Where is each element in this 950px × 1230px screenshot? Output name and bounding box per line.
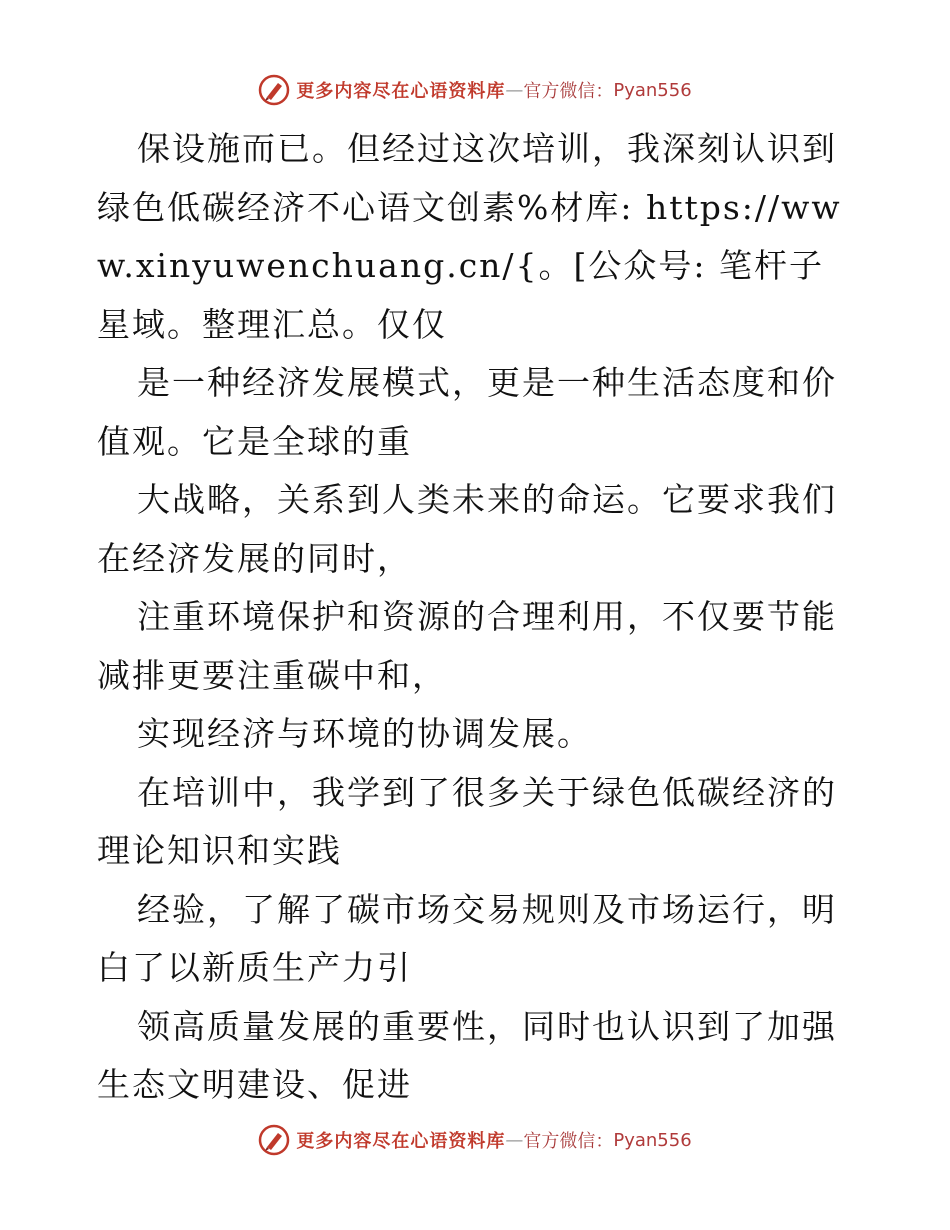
footer-watermark	[0, 1120, 950, 1160]
watermark-wechat-id: Pyan556	[613, 1129, 692, 1151]
header-watermark	[0, 70, 950, 110]
watermark-brand: 更多内容尽在心语资料库	[296, 81, 506, 102]
watermark-brand: 更多内容尽在心语资料库	[296, 1131, 506, 1152]
paragraph-1: 保设施而已。但经过这次培训，我深刻认识到绿色低碳经济不心语文创素%材库: https://www.xinyuwenchuang.cn/{。[公众号: 笔杆子星域。整理汇总。仅仅	[97, 129, 842, 344]
paragraph-3: 大战略，关系到人类未来的命运。它要求我们在经济发展的同时，	[97, 480, 837, 578]
paragraph-2: 是一种经济发展模式，更是一种生活态度和价值观。它是全球的重	[97, 363, 837, 461]
watermark-wechat-label: 官方微信：	[523, 81, 614, 102]
paragraph-5: 实现经济与环境的协调发展。	[137, 714, 592, 753]
watermark-wechat-label: 官方微信：	[523, 1131, 614, 1152]
paragraph-6: 在培训中，我学到了很多关于绿色低碳经济的理论知识和实践	[97, 772, 837, 870]
document-body	[97, 120, 857, 1115]
paragraph-8: 领高质量发展的重要性，同时也认识到了加强生态文明建设、促进	[97, 1006, 837, 1104]
watermark-wechat-id: Pyan556	[613, 79, 692, 101]
paragraph-4: 注重环境保护和资源的合理利用，不仅要节能减排更要注重碳中和，	[97, 597, 837, 695]
paragraph-7: 经验，了解了碳市场交易规则及市场运行，明白了以新质生产力引	[97, 889, 837, 987]
pen-circle-icon	[258, 1124, 290, 1156]
watermark-separator: —	[505, 79, 524, 101]
pen-circle-icon	[258, 74, 290, 106]
watermark-separator: —	[505, 1129, 524, 1151]
